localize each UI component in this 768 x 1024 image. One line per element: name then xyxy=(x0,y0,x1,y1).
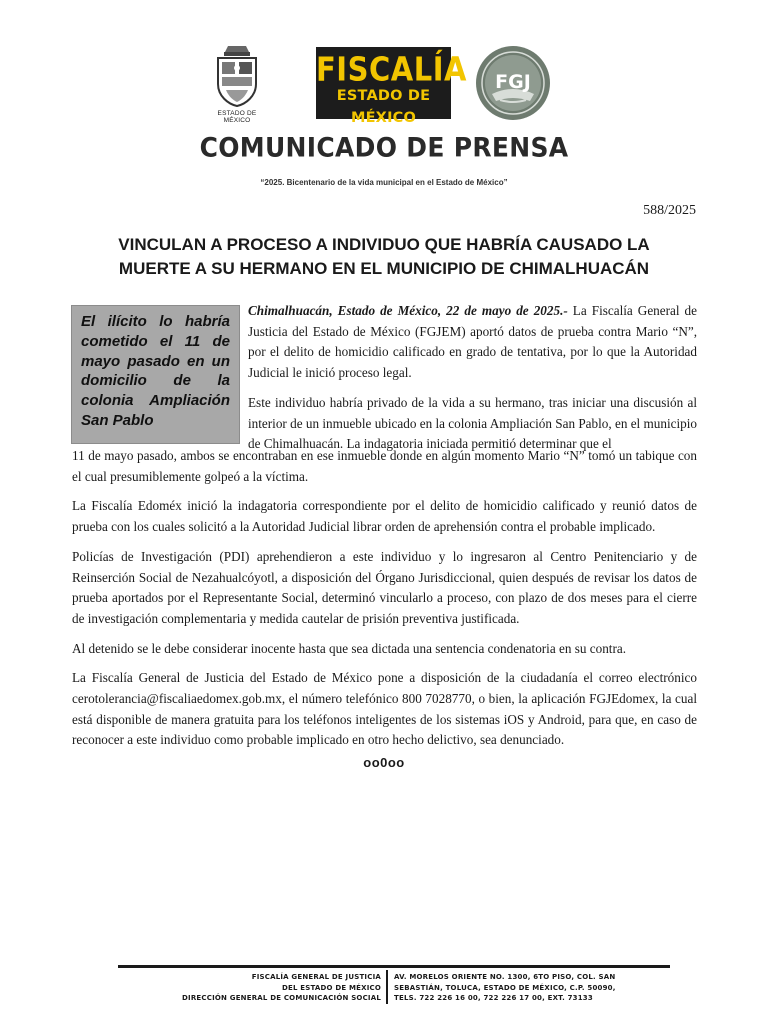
callout-box: El ilícito lo habría cometido el 11 de mayo pasado en un domicilio de la colonia Ampliación San Pablo xyxy=(71,305,240,444)
paragraph-2-start: Este individuo habría privado de la vida a su hermano, tras iniciar una discusión al interior de un inmueble ubicado en la colonia Ampliación San Pablo, en el municipio de Chimalhuacán. La indagatoria iniciada permitió determinar que el xyxy=(248,394,697,452)
footer-right-line-2: SEBASTIÁN, TOLUCA, ESTADO DE MÉXICO, C.P. 50090, xyxy=(394,983,616,992)
headline-line-1: VINCULAN A PROCESO A INDIVIDUO QUE HABRÍA CAUSADO LA xyxy=(118,235,650,254)
paragraph-6: La Fiscalía General de Justicia del Estado de México pone a disposición de la ciudadanía el correo electrónico cerotolerancia@fiscaliaedomex.gob.mx, el número telefónico 800 7028770, o bien, la aplicación FGJEdomex, la cual está disponible de manera gratuita para los teléfonos inteligentes de los sistemas iOS y Android, para que, en caso de reconocer a este individuo como probable implicado en otro hecho delictivo, sea denunciado. xyxy=(72,670,697,748)
document-number: 588/2025 xyxy=(643,203,696,218)
footer-separator xyxy=(386,970,388,1004)
footer-left-line-3: DIRECCIÓN GENERAL DE COMUNICACIÓN SOCIAL xyxy=(182,994,381,1002)
headline xyxy=(72,233,696,281)
headline-line-2: MUERTE A SU HERMANO EN EL MUNICIPIO DE CHIMALHUACÁN xyxy=(118,259,650,278)
footer-rule xyxy=(118,965,670,968)
paragraph-2-end: 11 de mayo pasado, ambos se encontraban en ese inmueble donde en algún momento Mario “N” tomó un tabique con el cual presumiblemente golpeó a la víctima. xyxy=(72,448,697,484)
fgj-logo-text: FGJ xyxy=(495,71,531,93)
edomex-caption: ESTADO DE MÉXICO xyxy=(217,110,257,124)
paragraph-3: La Fiscalía Edoméx inició la indagatoria correspondiente por el delito de homicidio calificado y reunió datos de prueba con los cuales solicitó a la Autoridad Judicial librar orden de aprehensión contra el probable implicado. xyxy=(72,498,697,535)
footer-institution xyxy=(118,972,381,1004)
footer-right-line-3: TELS. 722 226 16 00, 722 226 17 00, EXT. 73133 xyxy=(394,994,593,1002)
fgj-logo-icon xyxy=(474,44,552,122)
body-narrow-column xyxy=(248,301,697,455)
press-release-title: COMUNICADO DE PRENSA xyxy=(199,132,569,163)
estado-de-mexico-shield-icon xyxy=(214,44,260,108)
body-wide-column xyxy=(72,446,697,760)
header-logos xyxy=(0,44,768,124)
paragraph-4: Policías de Investigación (PDI) aprehendieron a este individuo y lo ingresaron al Centro Penitenciario y de Reinserción Social de Nezahualcóyotl, a disposición del Órgano Jurisdiccional, quien después de revisar los datos de prueba aportados por el Representante Social, determinó vincularlo a proceso, con plazo de dos meses para el cierre de investigación complementaria y medida cautelar de prisión preventiva justificada. xyxy=(72,548,697,626)
closing-mark: oo0oo xyxy=(363,755,405,770)
paragraph-1 xyxy=(248,301,697,384)
paragraph-5: Al detenido se le debe considerar inocente hasta que sea dictada una sentencia condenatoria en su contra. xyxy=(72,640,627,656)
footer-left-line-2: DEL ESTADO DE MÉXICO xyxy=(281,983,381,992)
footer-right-line-1: AV. MORELOS ORIENTE NO. 1300, 6TO PISO, COL. SAN xyxy=(394,973,616,981)
fiscalia-logo-line2: ESTADO DE MÉXICO xyxy=(336,88,431,126)
footer-address xyxy=(394,972,664,1004)
footer-left-line-1: FISCALÍA GENERAL DE JUSTICIA xyxy=(251,973,381,981)
fiscalia-logo-line1: FISCALÍA xyxy=(316,49,467,89)
institutional-motto: “2025. Bicentenario de la vida municipal en el Estado de México” xyxy=(260,178,508,187)
estado-de-mexico-logo xyxy=(205,44,269,124)
paragraph-1-text: La Fiscalía General de Justicia del Estado de México (FGJEM) aportó datos de prueba contra Mario “N”, por el delito de homicidio calificado en grado de tentativa, por lo que la Autoridad Judicial le inició proceso legal. xyxy=(248,303,698,381)
dateline: Chimalhuacán, Estado de México, 22 de mayo de 2025.- xyxy=(248,303,568,318)
fiscalia-logo xyxy=(316,47,467,126)
